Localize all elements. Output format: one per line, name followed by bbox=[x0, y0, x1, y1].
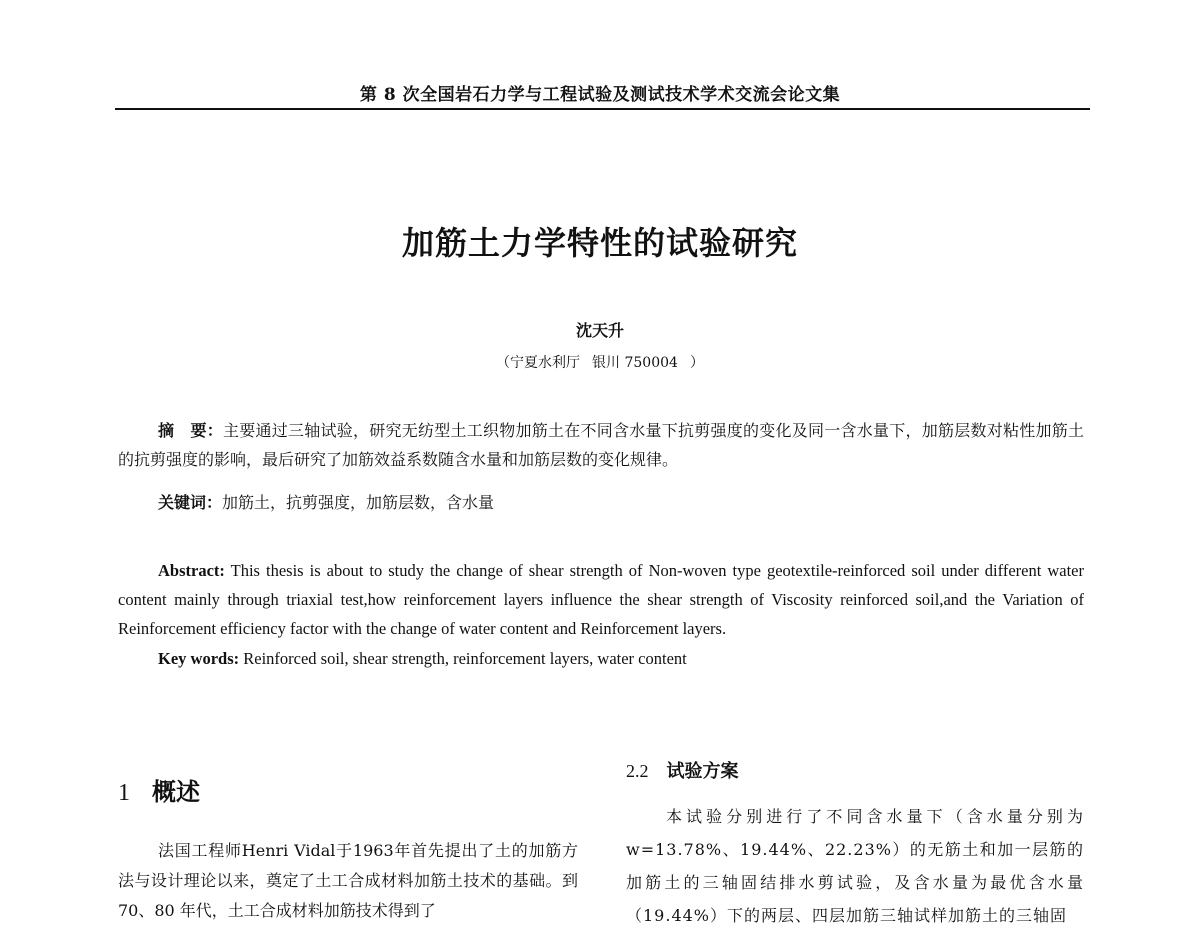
affiliation-org: （宁夏水利厅 bbox=[496, 355, 581, 371]
keywords-en-text: Reinforced soil, shear strength, reinforcement layers, water content bbox=[239, 649, 687, 668]
section-2-2-number: 2.2 bbox=[626, 761, 649, 781]
keywords-cn-text: 加筋土，抗剪强度，加筋层数，含水量 bbox=[222, 493, 495, 512]
section-1-heading bbox=[118, 772, 200, 807]
author-name: 沈天升 bbox=[575, 321, 624, 340]
abstract-en-text: This thesis is about to study the change of shear strength of Non-woven type geotextile-reinforced soil under different water content mainly through triaxial test,how reinforcement layers influence the shear strength of Viscosity reinforced soil,and the Variation of Reinforcement efficiency factor with the change of water content and Reinforcement layers. bbox=[118, 561, 1084, 638]
section-1-number: 1 bbox=[118, 780, 130, 806]
section-1-body: 法国工程师Henri Vidal于1963年首先提出了土的加筋方法与设计理论以来，奠定了土工合成材料加筋土技术的基础。到 70、80 年代，土工合成材料加筋技术得到了 bbox=[118, 841, 578, 920]
paper-title: 加筋土力学特性的试验研究 bbox=[401, 224, 798, 262]
abstract-cn-label: 摘 要： bbox=[158, 421, 223, 440]
section-1-title: 概述 bbox=[152, 777, 200, 806]
abstract-en-label: Abstract: bbox=[158, 561, 225, 580]
running-head: 第 8 次全国岩石力学与工程试验及测试技术学术交流会论文集 bbox=[359, 85, 841, 105]
keywords-en-label: Key words: bbox=[158, 649, 240, 668]
abstract-cn-text: 主要通过三轴试验，研究无纺型土工织物加筋土在不同含水量下抗剪强度的变化及同一含水量下，加筋层数对粘性加筋土的抗剪强度的影响，最后研究了加筋效益系数随含水量和加筋层数的变化规律。 bbox=[118, 421, 1084, 469]
abstract-en bbox=[118, 556, 1084, 643]
section-2-2-title: 试验方案 bbox=[666, 761, 739, 782]
header-rule bbox=[115, 108, 1090, 110]
keywords-cn bbox=[118, 488, 1084, 517]
affiliation bbox=[0, 352, 1200, 372]
section-2-2-body: 本试验分别进行了不同含水量下（含水量分别为w=13.78%、19.44%、22.23%）的无筋土和加一层筋的加筋土的三轴固结排水剪试验，及含水量为最优含水量（19.44%）下的两层、四层加筋三轴试样加筋土的三轴固 bbox=[626, 807, 1084, 925]
abstract-cn bbox=[118, 416, 1084, 474]
keywords-en bbox=[118, 644, 1084, 673]
affiliation-city: 银川 750004 bbox=[592, 355, 678, 371]
keywords-cn-label: 关键词： bbox=[158, 493, 223, 512]
affiliation-close: ） bbox=[689, 355, 704, 371]
section-2-2-heading bbox=[626, 757, 739, 783]
